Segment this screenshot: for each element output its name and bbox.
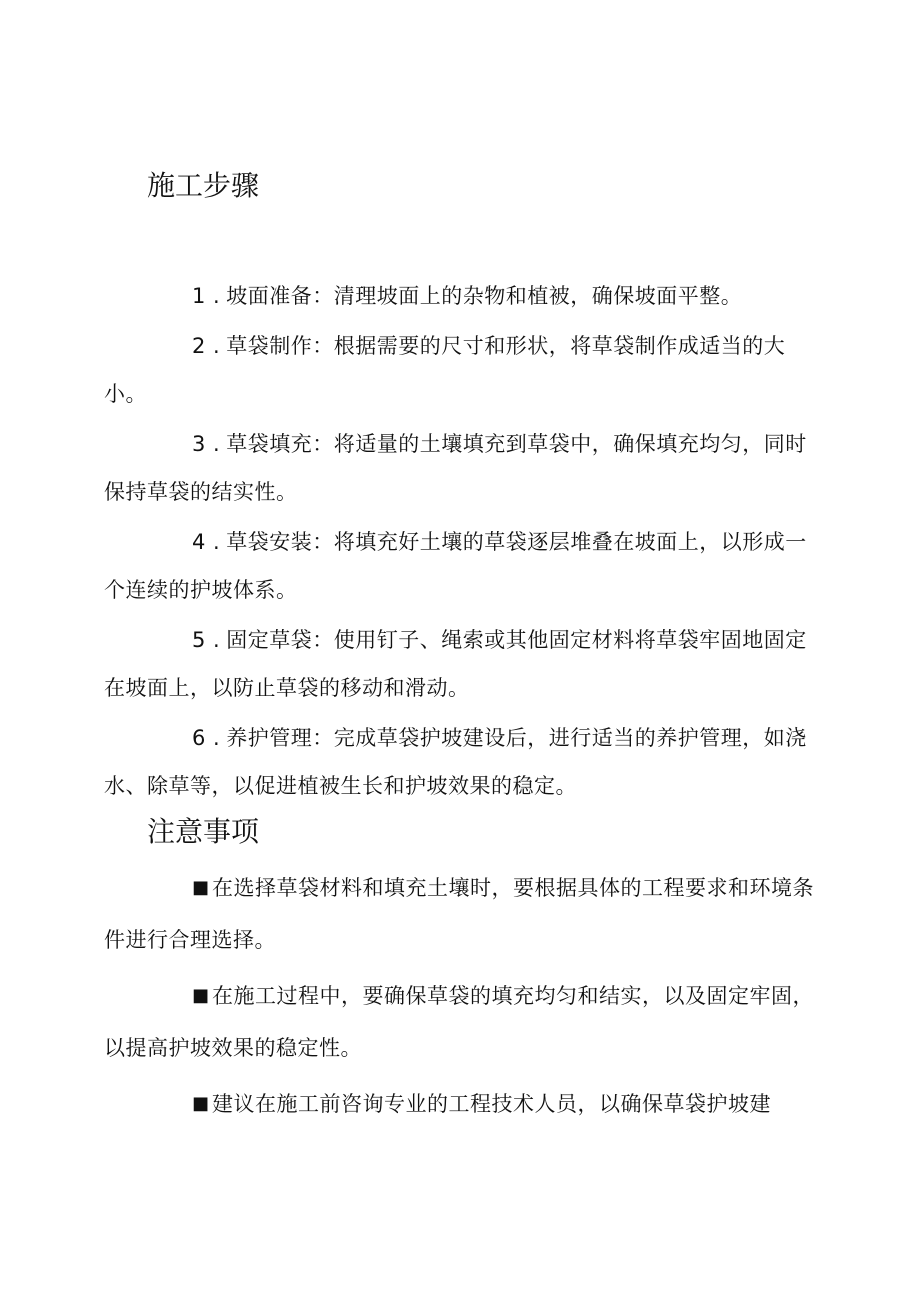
step-number: 5 .	[192, 628, 221, 652]
step-item	[104, 420, 828, 516]
step-body: 将适量的土壤填充到草袋中，确保填充均匀，同时保持草袋的结实性。	[104, 432, 807, 504]
step-separator: ：	[312, 432, 334, 456]
step-title: 草袋填充	[226, 432, 313, 456]
note-text: 在施工过程中，要确保草袋的填充均匀和结实，以及固定牢固，以提高护坡效果的稳定性。	[104, 984, 814, 1060]
step-title: 草袋制作	[226, 334, 313, 358]
step-item	[104, 616, 828, 712]
step-item	[104, 322, 828, 418]
note-text: 建议在施工前咨询专业的工程技术人员，以确保草袋护坡建	[212, 1092, 771, 1116]
step-separator: ：	[312, 334, 334, 358]
step-title: 草袋安装	[226, 530, 313, 554]
step-number: 4 .	[192, 530, 221, 554]
note-item	[104, 1078, 828, 1130]
step-title: 坡面准备	[226, 284, 313, 308]
step-item	[104, 714, 828, 810]
section-heading-construction-steps: 施工步骤	[147, 169, 260, 202]
step-title: 养护管理	[226, 726, 313, 750]
step-number: 3 .	[192, 432, 221, 456]
square-bullet-icon: ■	[192, 877, 210, 898]
square-bullet-icon: ■	[192, 985, 210, 1006]
step-item	[104, 518, 828, 614]
step-title: 固定草袋	[226, 628, 313, 652]
step-separator: ：	[312, 284, 334, 308]
note-text: 在选择草袋材料和填充土壤时，要根据具体的工程要求和环境条件进行合理选择。	[104, 876, 814, 952]
step-body: 将填充好土壤的草袋逐层堆叠在坡面上，以形成一个连续的护坡体系。	[104, 530, 807, 602]
note-item	[104, 862, 828, 966]
step-number: 1 .	[192, 284, 221, 308]
precautions-list	[104, 862, 828, 1134]
step-separator: ：	[312, 530, 334, 554]
step-body: 完成草袋护坡建设后，进行适当的养护管理，如浇水、除草等，以促进植被生长和护坡效果的稳定。	[104, 726, 807, 798]
section-heading-precautions: 注意事项	[147, 815, 260, 848]
step-number: 6 .	[192, 726, 221, 750]
construction-steps-list	[104, 272, 828, 812]
note-item	[104, 970, 828, 1074]
step-body: 清理坡面上的杂物和植被，确保坡面平整。	[333, 284, 743, 308]
step-separator: ：	[312, 628, 334, 652]
square-bullet-icon: ■	[192, 1093, 210, 1114]
step-body: 根据需要的尺寸和形状，将草袋制作成适当的大小。	[104, 334, 786, 406]
step-body: 使用钉子、绳索或其他固定材料将草袋牢固地固定在坡面上，以防止草袋的移动和滑动。	[104, 628, 807, 700]
step-number: 2 .	[192, 334, 221, 358]
step-separator: ：	[312, 726, 334, 750]
step-item	[104, 272, 828, 320]
